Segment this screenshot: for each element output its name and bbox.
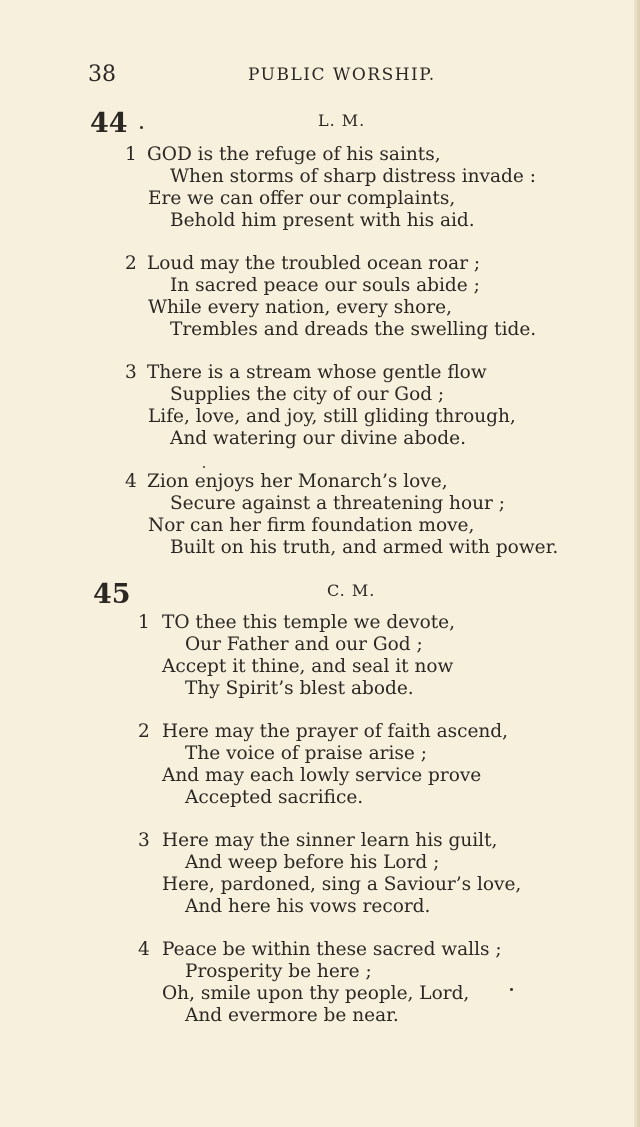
verse-line: Built on his truth, and armed with power.: [170, 537, 559, 558]
verse-line: TO thee this temple we devote,: [162, 612, 455, 633]
verse-line: Life, love, and joy, still gliding through,: [148, 406, 516, 427]
verse-line: There is a stream whose gentle flow: [147, 362, 487, 383]
verse-line: Secure against a threatening hour ;: [170, 493, 505, 514]
stanza-number: 3: [138, 830, 150, 851]
stanza-number: 2: [138, 721, 150, 742]
verse-line: The voice of praise arise ;: [185, 743, 427, 764]
stanza-number: 4: [138, 939, 150, 960]
verse-line: And evermore be near.: [185, 1005, 399, 1026]
print-speck: [203, 466, 205, 468]
running-head: PUBLIC WORSHIP.: [248, 65, 436, 85]
verse-line: Accept it thine, and seal it now: [162, 656, 454, 677]
verse-line: Here, pardoned, sing a Saviour’s love,: [162, 874, 522, 895]
verse-line: Here may the sinner learn his guilt,: [162, 830, 498, 851]
hymn-meter: C. M.: [327, 581, 376, 600]
hymn-number: 45: [93, 579, 131, 610]
stanza-number: 2: [125, 253, 137, 274]
verse-line: Oh, smile upon thy people, Lord,: [162, 983, 470, 1004]
verse-line: Our Father and our God ;: [185, 634, 423, 655]
verse-line: And here his vows record.: [185, 896, 431, 917]
verse-line: While every nation, every shore,: [148, 297, 452, 318]
verse-line: When storms of sharp distress invade :: [170, 166, 536, 187]
page-number: 38: [88, 62, 116, 87]
verse-line: In sacred peace our souls abide ;: [170, 275, 480, 296]
hymn-number: 44: [90, 108, 128, 139]
verse-line: Thy Spirit’s blest abode.: [185, 678, 414, 699]
verse-line: Behold him present with his aid.: [170, 210, 475, 231]
stanza-number: 1: [125, 144, 137, 165]
verse-line: Zion enjoys her Monarch’s love,: [147, 471, 448, 492]
stanza-number: 1: [138, 612, 150, 633]
verse-line: And watering our divine abode.: [170, 428, 466, 449]
verse-line: Accepted sacrifice.: [185, 787, 364, 808]
verse-line: Here may the prayer of faith ascend,: [162, 721, 509, 742]
verse-line: And weep before his Lord ;: [185, 852, 440, 873]
verse-line: GOD is the refuge of his saints,: [147, 144, 441, 165]
verse-line: Nor can her firm foundation move,: [148, 515, 475, 536]
verse-line: And may each lowly service prove: [162, 765, 482, 786]
verse-line: Ere we can offer our complaints,: [148, 188, 456, 209]
hymn-meter: L. M.: [318, 111, 366, 130]
print-speck: [140, 126, 143, 129]
verse-line: Trembles and dreads the swelling tide.: [170, 319, 537, 340]
verse-line: Loud may the troubled ocean roar ;: [147, 253, 481, 274]
print-speck: [510, 988, 513, 991]
stanza-number: 4: [125, 471, 137, 492]
verse-line: Peace be within these sacred walls ;: [162, 939, 502, 960]
page-header: [88, 60, 558, 90]
verse-line: Supplies the city of our God ;: [170, 384, 445, 405]
verse-line: Prosperity be here ;: [185, 961, 372, 982]
stanza-number: 3: [125, 362, 137, 383]
page-edge: [634, 0, 640, 1127]
